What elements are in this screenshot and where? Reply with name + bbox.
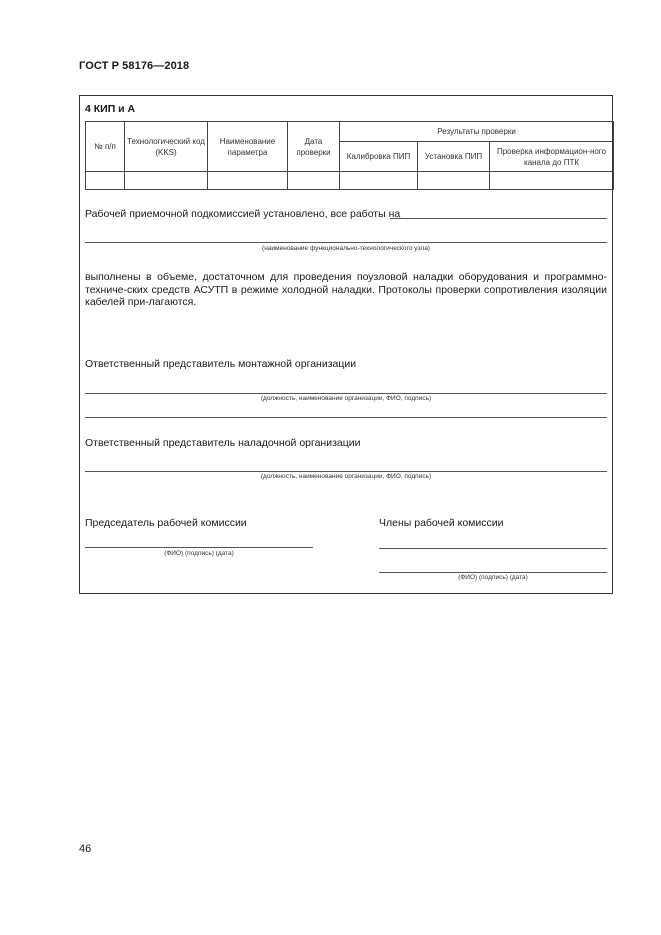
col-header-info-check: Проверка информацион-ного канала до ПТК [490, 142, 614, 172]
table-cell[interactable] [288, 172, 340, 190]
install-rep-line[interactable] [85, 393, 607, 394]
members-hint: (ФИО) (подпись) (дата) [458, 574, 528, 581]
page-number: 46 [79, 843, 92, 855]
install-rep-label: Ответственный представитель монтажной организации [85, 358, 357, 370]
col-header-installation: Установка ПИП [418, 142, 490, 172]
install-rep-extra-line[interactable] [85, 417, 607, 418]
col-header-check-date: Дата проверки [288, 122, 340, 172]
node-name-line-2[interactable] [85, 242, 607, 243]
node-name-line-1[interactable] [390, 218, 607, 219]
table-cell[interactable] [340, 172, 418, 190]
members-line-1[interactable] [379, 548, 607, 549]
commission-rep-hint: (должность, наименование организации, ФИО, подпись) [260, 473, 432, 480]
document-code: ГОСТ Р 58176—2018 [79, 60, 190, 72]
col-header-param-name: Наименование параметра [208, 122, 288, 172]
commission-rep-label: Ответственный представитель наладочной организации [85, 437, 361, 449]
table-row [86, 172, 614, 190]
table-cell[interactable] [418, 172, 490, 190]
col-header-calibration: Калибровка ПИП [340, 142, 418, 172]
col-header-tech-code: Технологический код (KKS) [125, 122, 208, 172]
commission-rep-line[interactable] [85, 471, 607, 472]
col-header-number: № п/п [86, 122, 125, 172]
members-label: Члены рабочей комиссии [379, 517, 504, 529]
table-cell[interactable] [490, 172, 614, 190]
kip-table [85, 121, 614, 190]
chairman-hint: (ФИО) (подпись) (дата) [164, 550, 234, 557]
install-rep-hint: (должность, наименование организации, ФИО, подпись) [260, 395, 432, 402]
chairman-label: Председатель рабочей комиссии [85, 517, 247, 529]
chairman-line[interactable] [85, 547, 313, 548]
statement-intro: Рабочей приемочной подкомиссией установлено, все работы на [85, 208, 401, 220]
section-title: 4 КИП и А [85, 103, 136, 115]
node-name-hint: (наименование функционально-технологического узла) [262, 245, 430, 252]
col-header-results-group: Результаты проверки [340, 122, 614, 142]
members-line-2[interactable] [379, 572, 607, 573]
statement-main: выполнены в объеме, достаточном для проведения поузловой наладки оборудования и программно-техниче-ских средств АСУТП в режиме холодной наладки. Протоколы проверки сопротивления изоляции кабелей при-лагаются. [85, 271, 607, 308]
table-cell[interactable] [86, 172, 125, 190]
table-cell[interactable] [208, 172, 288, 190]
table-cell[interactable] [125, 172, 208, 190]
